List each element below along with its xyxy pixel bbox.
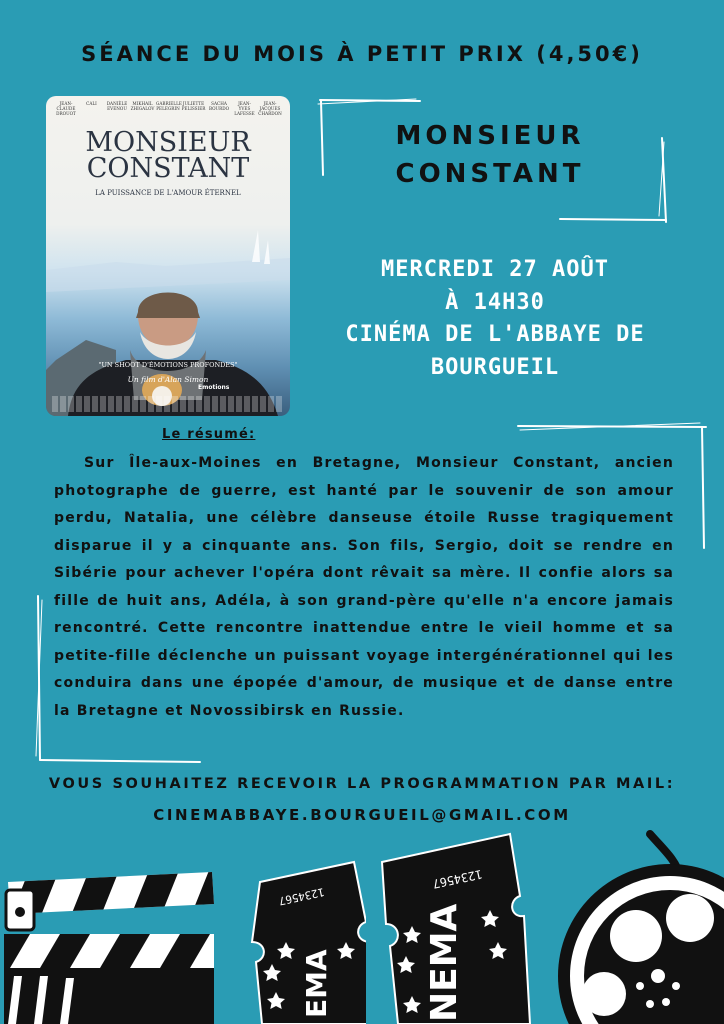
clapperboard-icon [0,868,220,1024]
poster-credit-name [156,102,180,116]
ticket-word-2: NEMA [424,903,465,1022]
poster-credit-name-part: EVENOU [107,105,127,111]
poster-credit-name-part: ZHIGALOV [130,105,155,111]
poster-title-line2: CONSTANT [86,152,250,184]
poster-credit-name-part: GABRIELLE [156,101,182,106]
poster-fine-print [52,396,284,412]
poster-credit-name [54,102,78,116]
poster-credit-name-part: JEAN-YVES [238,101,251,111]
poster-credit-name-part: JEAN-JACQUES [259,101,281,111]
poster-credit-name [258,102,282,116]
poster-credit-name [182,102,206,116]
film-reel-icon [540,826,724,1024]
poster-subtitle: LA PUISSANCE DE L'AMOUR ÉTERNEL [95,189,241,197]
poster-credits [54,102,282,116]
film-title [320,118,660,193]
poster-credit-name-part: LAFESSE [234,110,255,116]
poster-credit-name-part: SACHA [211,101,227,106]
poster-credit-name-part: CALI [86,101,97,106]
poster-credit-name [233,102,257,116]
poster-credit-name-part: MIKHAIL [132,101,153,106]
screening-venue-line1: CINÉMA DE L'ABBAYE DE [345,322,645,348]
screening-info [330,254,660,384]
poster-credit-name [80,102,104,116]
poster-credit-name-part: PELISSIER [181,105,206,111]
poster-distributor-logo: Emotions [198,384,230,391]
summary-text: Sur Île-aux-Moines en Bretagne, Monsieur Constant, ancien photographe de guerre, est hanté par le souvenir de son amour perdu, Natalia, une célèbre danseuse étoile Russe tragiquement disparue il y a cinquante ans. Son fils, Sergio, doit se rendre en Sibérie pour achever l'opéra dont rêvait sa mère. Il confie alors sa fille de huit ans, Adéla, à son grand-père qu'elle n'a encore jamais rencontré. Cette rencontre inattendue entre le vieil homme et sa petite-fille déclenche un puissant voyage intergénérationnel qui les conduira dans une épopée d'amour, de musique et de danse entre la Bretagne et Novossibirsk en Russie. [54,455,674,719]
poster-director-credit: Un film d'Alan Simon [127,375,209,384]
poster-title [46,127,290,184]
poster-credit-name-part: DANIÈLE [106,101,128,106]
ticket-word-1: EMA [300,949,333,1018]
poster-credit-name-part: JULIETTE [182,101,205,106]
screening-date: MERCREDI 27 AOÛT [381,257,609,282]
poster-credit-name-part: JEAN-CLAUDE [56,101,76,111]
ticket-serial-1: 1234567 [277,885,326,908]
cinema-ticket-icon [372,826,532,1024]
poster-credit-name-part: DROUOT [56,110,76,116]
poster-credit-name-part: PELEGRIN [156,105,180,111]
poster-credit-name [207,102,231,116]
poster-quote: "UN SHOOT D'ÉMOTIONS PROFONDES" [98,361,238,369]
headline: SÉANCE DU MOIS À PETIT PRIX (4,50€) [81,42,643,66]
poster-credit-name [105,102,129,116]
poster-credit-name [131,102,155,116]
ticket-serial-2: 1234567 [431,866,484,892]
film-poster [46,96,290,416]
summary-label: Le résumé: [162,427,256,442]
film-title-line1: MONSIEUR [395,121,585,151]
screening-venue-line2: BOURGUEIL [430,354,560,380]
cinema-ticket-icon [246,842,366,1024]
newsletter-prompt: VOUS SOUHAITEZ RECEVOIR LA PROGRAMMATION PAR MAIL: [48,776,676,792]
poster-title-line1: MONSIEUR [85,127,251,158]
film-title-line2: CONSTANT [395,158,585,189]
screening-time: À 14H30 [445,289,545,315]
contact-email-link[interactable]: CINEMABBAYE.BOURGUEIL@GMAIL.COM [153,806,571,824]
poster-credit-name-part: CHARDON [258,110,282,116]
poster-credit-name-part: BOURDO [208,105,230,111]
